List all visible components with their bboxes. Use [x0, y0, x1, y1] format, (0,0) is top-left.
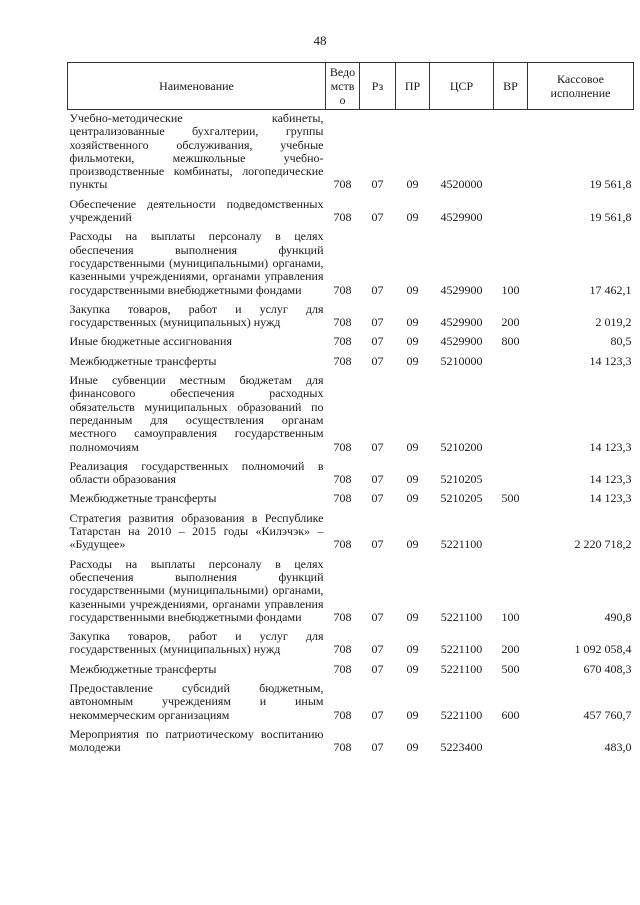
cell-rz: 07 [371, 334, 384, 349]
header-csr: ЦСР [430, 63, 494, 110]
cell-amount: 80,5 [610, 334, 632, 349]
cell-rz: 07 [371, 740, 384, 755]
cell-ved: 708 [333, 210, 352, 225]
cell-amount: 2 220 718,2 [574, 537, 632, 552]
cell-name: Обеспечение деятельности подведомственных учреждений [69, 196, 324, 225]
table-row [68, 657, 634, 676]
cell-rz: 07 [371, 353, 384, 368]
cell-name: Межбюджетные трансферты [69, 491, 217, 506]
cell-vr [494, 110, 528, 192]
cell-csr: 4529900 [440, 210, 483, 225]
cell-name: Иные бюджетные ассигнования [69, 334, 232, 349]
cell-csr: 4529900 [440, 334, 483, 349]
cell-ved: 708 [333, 353, 352, 368]
cell-amount: 14 123,3 [589, 353, 632, 368]
page-number: 48 [313, 33, 327, 48]
table-row [68, 297, 634, 330]
cell-pr: 09 [406, 707, 419, 722]
cell-csr: 4520000 [440, 177, 483, 192]
cell-vr [494, 506, 528, 552]
table-row [68, 368, 634, 454]
cell-pr: 09 [406, 282, 419, 297]
cell-csr: 4529900 [440, 282, 483, 297]
cell-rz: 07 [371, 707, 384, 722]
cell-vr: 100 [501, 282, 520, 297]
header-pr: ПР [396, 63, 430, 110]
cell-amount: 14 123,3 [589, 472, 632, 487]
cell-name: Мероприятия по патриотическому воспитанию молодежи [69, 726, 324, 755]
cell-pr: 09 [406, 472, 419, 487]
cell-vr [494, 192, 528, 225]
cell-amount: 19 561,8 [589, 177, 632, 192]
cell-pr: 09 [406, 491, 419, 506]
cell-name: Расходы на выплаты персоналу в целях обеспечения выполнения функций государственными (муниципальными) органами, казенными учреждениями, органами управления государственными внебюджетными фондами [69, 556, 324, 624]
cell-ved: 708 [333, 661, 352, 676]
table-row [68, 224, 634, 296]
cell-rz: 07 [371, 609, 384, 624]
cell-name: Межбюджетные трансферты [69, 353, 217, 368]
cell-pr: 09 [406, 740, 419, 755]
cell-vr: 500 [501, 491, 520, 506]
table-row [68, 552, 634, 624]
cell-csr: 5221100 [440, 537, 483, 552]
cell-pr: 09 [406, 439, 419, 454]
cell-vr: 200 [501, 642, 520, 657]
cell-pr: 09 [406, 609, 419, 624]
cell-amount: 1 092 058,4 [574, 642, 632, 657]
cell-name: Учебно-методические кабинеты, централизованные бухгалтерии, группы хозяйственного обслуживания, учебные фильмотеки, межшкольные учебно-производственные комбинаты, логопедические пункты [69, 111, 324, 192]
header-vr: ВР [494, 63, 528, 110]
header-ved: Ведомство [326, 63, 360, 110]
cell-rz: 07 [371, 472, 384, 487]
table-row [68, 506, 634, 552]
header-rz: Рз [360, 63, 396, 110]
table-row [68, 676, 634, 722]
cell-ved: 708 [333, 282, 352, 297]
table-row [68, 624, 634, 657]
cell-pr: 09 [406, 177, 419, 192]
table-row [68, 486, 634, 505]
cell-csr: 5221100 [440, 707, 483, 722]
cell-rz: 07 [371, 210, 384, 225]
cell-pr: 09 [406, 315, 419, 330]
cell-csr: 5210205 [440, 472, 483, 487]
cell-name: Закупка товаров, работ и услуг для государственных (муниципальных) нужд [69, 629, 324, 657]
table-header [68, 63, 634, 110]
cell-pr: 09 [406, 642, 419, 657]
cell-rz: 07 [371, 177, 384, 192]
cell-csr: 5223400 [440, 740, 483, 755]
cell-ved: 708 [333, 439, 352, 454]
cell-vr [494, 454, 528, 487]
cell-rz: 07 [371, 537, 384, 552]
cell-ved: 708 [333, 537, 352, 552]
cell-rz: 07 [371, 661, 384, 676]
cell-csr: 5221100 [440, 642, 483, 657]
table-row [68, 192, 634, 225]
cell-name: Предоставление субсидий бюджетным, автономным учреждениям и иным некоммерческим организациям [69, 680, 324, 722]
cell-vr: 100 [501, 609, 520, 624]
cell-vr [494, 368, 528, 454]
cell-pr: 09 [406, 353, 419, 368]
cell-amount: 457 760,7 [583, 707, 632, 722]
cell-ved: 708 [333, 472, 352, 487]
cell-csr: 5210200 [440, 439, 483, 454]
cell-ved: 708 [333, 315, 352, 330]
cell-amount: 483,0 [604, 740, 632, 755]
table-row [68, 722, 634, 755]
cell-ved: 708 [333, 740, 352, 755]
cell-amount: 2 019,2 [595, 315, 632, 330]
header-name: Наименование [68, 63, 326, 110]
cell-csr: 5210000 [440, 353, 483, 368]
cell-name: Межбюджетные трансферты [69, 661, 217, 676]
cell-ved: 708 [333, 642, 352, 657]
budget-table [67, 62, 634, 754]
cell-ved: 708 [333, 491, 352, 506]
cell-rz: 07 [371, 491, 384, 506]
cell-rz: 07 [371, 642, 384, 657]
cell-rz: 07 [371, 282, 384, 297]
cell-ved: 708 [333, 707, 352, 722]
cell-name: Закупка товаров, работ и услуг для государственных (муниципальных) нужд [69, 301, 324, 330]
cell-amount: 14 123,3 [589, 439, 632, 454]
cell-name: Стратегия развития образования в Республике Татарстан на 2010 – 2015 годы «Килэчэк» – «Будущее» [69, 510, 324, 552]
cell-csr: 5210205 [440, 491, 483, 506]
cell-pr: 09 [406, 210, 419, 225]
table-row [68, 454, 634, 487]
cell-csr: 4529900 [440, 315, 483, 330]
cell-vr [494, 722, 528, 755]
cell-vr [494, 349, 528, 368]
cell-ved: 708 [333, 177, 352, 192]
table-row [68, 329, 634, 348]
cell-name: Иные субвенции местным бюджетам для финансового обеспечения расходных обязательств муниципальных образований по переданным для осуществления органам местного самоуправления государственным полномочиям [69, 373, 324, 454]
header-amount: Кассовое исполнение [528, 63, 634, 110]
cell-ved: 708 [333, 334, 352, 349]
cell-vr: 200 [501, 315, 520, 330]
cell-vr: 600 [501, 707, 520, 722]
cell-rz: 07 [371, 315, 384, 330]
cell-amount: 490,8 [604, 609, 632, 624]
table-row [68, 110, 634, 192]
cell-amount: 17 462,1 [589, 282, 632, 297]
cell-pr: 09 [406, 537, 419, 552]
cell-rz: 07 [371, 439, 384, 454]
cell-csr: 5221100 [440, 609, 483, 624]
cell-amount: 19 561,8 [589, 210, 632, 225]
cell-name: Расходы на выплаты персоналу в целях обеспечения выполнения функций государственными (муниципальными) органами, казенными учреждениями, органами управления государственными внебюджетными фондами [69, 229, 324, 297]
cell-vr: 500 [501, 661, 520, 676]
cell-vr: 800 [501, 334, 520, 349]
cell-amount: 14 123,3 [589, 491, 632, 506]
cell-name: Реализация государственных полномочий в области образования [69, 458, 324, 487]
cell-pr: 09 [406, 661, 419, 676]
cell-ved: 708 [333, 609, 352, 624]
cell-amount: 670 408,3 [583, 661, 632, 676]
cell-pr: 09 [406, 334, 419, 349]
table-body [68, 110, 634, 755]
table-row [68, 349, 634, 368]
cell-csr: 5221100 [440, 661, 483, 676]
